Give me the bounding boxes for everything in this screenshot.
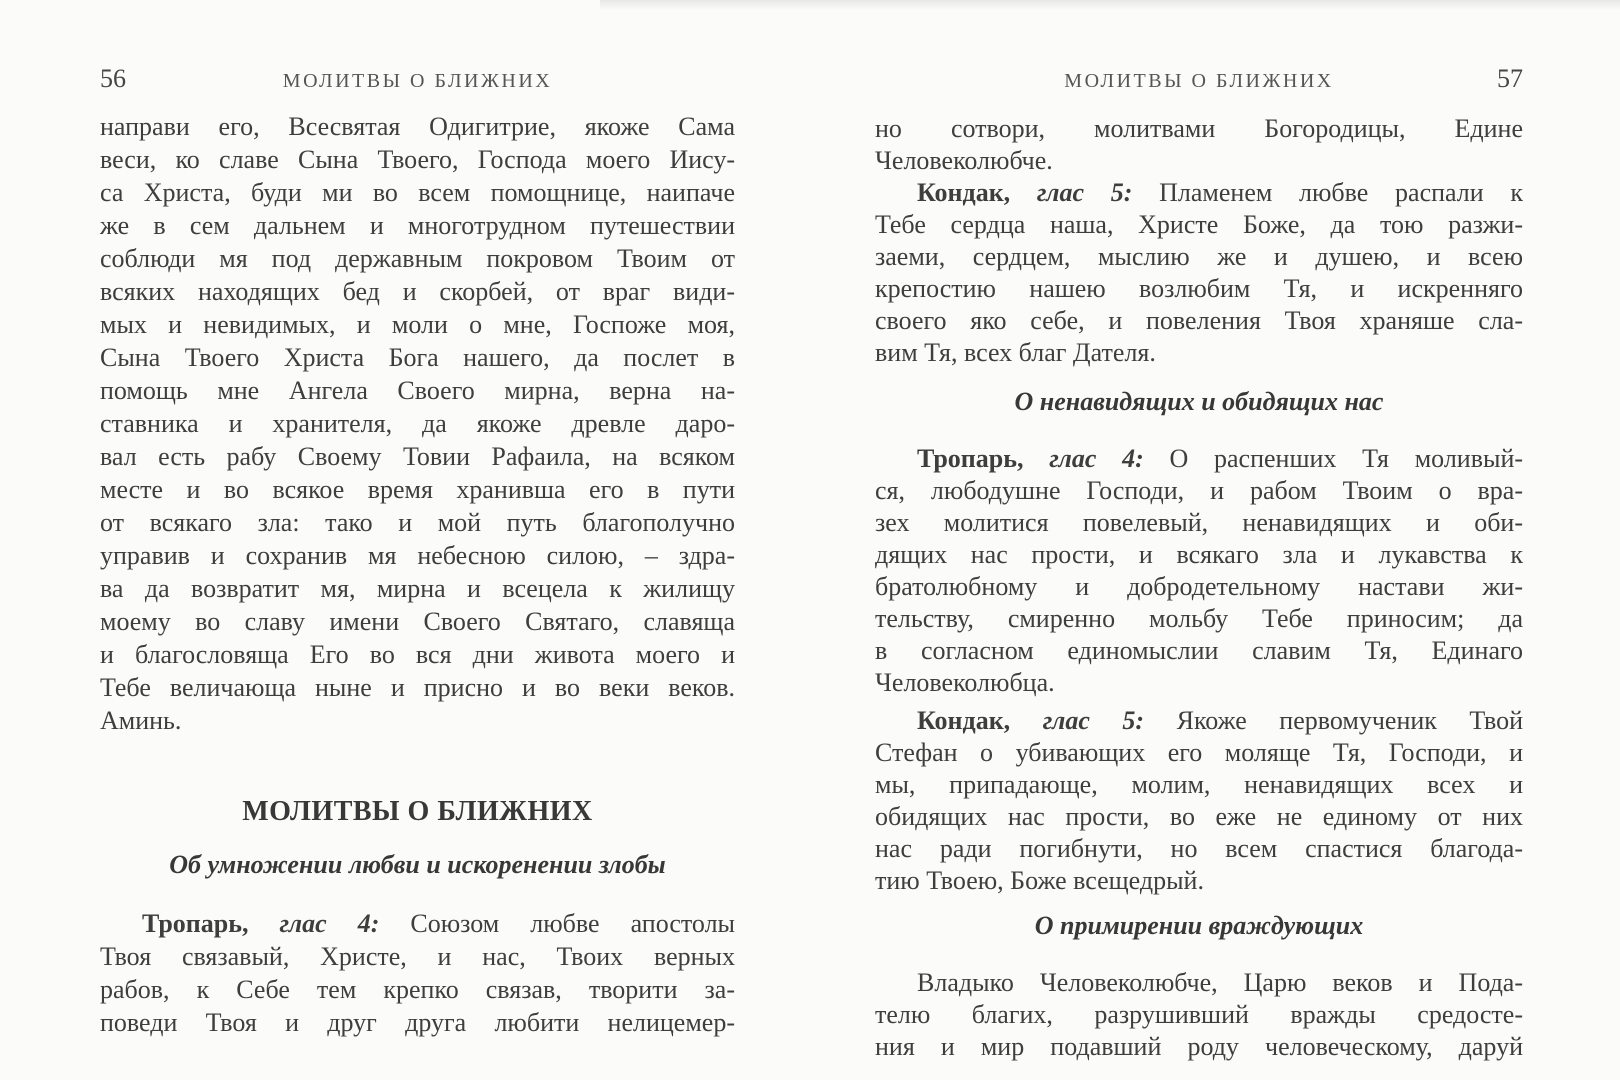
text-line: Тебе сердца наша, Христе Боже, да тою разжи-: [875, 210, 1523, 239]
text-line: рабов, к Себе тем крепко связав, творити за-: [100, 975, 735, 1004]
troparion-paragraph: [100, 907, 735, 1039]
text-line: мых и невидимых, и моли о мне, Госпоже моя,: [100, 310, 735, 339]
text-line: ся, любодушне Господи, и рабом Твоим о вра-: [875, 476, 1523, 505]
text-line: Тебе величающа ныне и присно и во веки веков.: [100, 673, 735, 702]
text-line: вал есть рабу Своему Товии Рафаила, на всяком: [100, 442, 735, 471]
text-line: [875, 443, 1523, 475]
section-heading: МОЛИТВЫ О БЛИЖНИХ: [242, 796, 593, 827]
hymn-text: Якоже первомученик Твой: [1176, 706, 1524, 735]
text-line: же в сем дальнем и многотрудном путешествии: [100, 211, 735, 240]
text-column: [100, 110, 735, 1039]
page-number: 57: [1497, 64, 1523, 93]
text-line: управив и сохранив мя небесною силою, – здра-: [100, 541, 735, 570]
text-line: Сына Твоего Христа Бога нашего, да послет в: [100, 343, 735, 372]
prayer-subheading: О примирении враждующих: [1034, 911, 1364, 940]
page-number: 56: [100, 64, 126, 93]
text-line: крепостию нашею возлюбим Тя, и искренняго: [875, 274, 1523, 303]
hymn-text: Пламенем любве распали к: [1159, 178, 1524, 207]
hymn-voice-label: глас 5:: [1042, 706, 1145, 735]
page-right: [810, 0, 1620, 1080]
hymn-text: Союзом любве апостолы: [410, 909, 736, 938]
hymn-text: О распенших Тя моливый-: [1169, 444, 1524, 473]
text-line: вим Тя, всех благ Дателя.: [875, 338, 1156, 367]
text-line: ставника и хранителя, да якоже древле даро-: [100, 409, 735, 438]
text-line: тию Твоею, Боже всещедрый.: [875, 866, 1204, 895]
prayer-subheading: О ненавидящих и обидящих нас: [1014, 387, 1384, 416]
running-header: МОЛИТВЫ О БЛИЖНИХ: [282, 70, 553, 92]
continuation-paragraph: [100, 110, 735, 737]
hymn-type-label: Кондак,: [917, 178, 1011, 207]
text-line: помощь мне Ангела Своего мирна, верна на-: [100, 376, 735, 405]
text-line: обидящих нас прости, во еже не единому от них: [875, 802, 1523, 831]
hymn-type-label: Тропарь,: [142, 909, 249, 938]
text-line: Твоя связавый, Христе, и нас, Твоих верных: [100, 942, 735, 971]
hymn-voice-label: глас 4:: [1049, 444, 1144, 473]
text-line: но сотвори, молитвами Богородицы, Едине: [875, 114, 1523, 143]
text-line: телю благих, разрушивший вражды средосте-: [875, 1000, 1523, 1029]
hymn-voice-label: глас 4:: [279, 909, 380, 938]
text-line: веси, ко славе Сына Твоего, Господа моего Иису-: [100, 145, 735, 174]
running-header: МОЛИТВЫ О БЛИЖНИХ: [1064, 70, 1334, 92]
text-line: месте и во всякое время хранивша его в пути: [100, 475, 735, 504]
continuation-paragraph: [875, 113, 1523, 177]
text-line: соблюди мя под державным покровом Твоим от: [100, 244, 735, 273]
text-line: тельству, смиренно мольбу Тебе приносим; да: [875, 604, 1523, 633]
text-line: ния и мир подавший роду человеческому, даруй: [875, 1032, 1523, 1061]
text-line: [875, 177, 1523, 209]
text-line: ва да возвратит мя, мирна и всецела к жилищу: [100, 574, 735, 603]
text-line: са Христа, буди ми во всем помощнице, наипаче: [100, 178, 735, 207]
text-line: Владыко Человеколюбче, Царю веков и Пода-: [917, 968, 1523, 997]
text-column: [875, 113, 1523, 1063]
troparion-paragraph: [875, 443, 1523, 699]
text-line: Стефан о убивающих его моляще Тя, Господи, и: [875, 738, 1523, 767]
text-line: нас ради погибнути, но всем спастися благода-: [875, 834, 1523, 863]
prayer-subheading: Об умножении любви и искоренении злобы: [169, 850, 666, 879]
hymn-type-label: Тропарь,: [917, 444, 1024, 473]
hymn-type-label: Кондак,: [917, 706, 1011, 735]
kondak-paragraph: [875, 705, 1523, 897]
text-line: братолюбному и добродетельному настави жи-: [875, 572, 1523, 601]
text-line: [875, 705, 1523, 737]
text-line: моему во славу имени Своего Святаго, славяща: [100, 607, 735, 636]
text-line: в согласном единомыслии славим Тя, Единаго: [875, 636, 1523, 665]
prayer-paragraph: [875, 967, 1523, 1063]
text-line: мы, припадающе, молим, ненавидящих всех и: [875, 770, 1523, 799]
text-line: Человеколюбче.: [875, 146, 1053, 175]
text-line: дящих нас прости, и всякаго зла и лукавства к: [875, 540, 1523, 569]
text-line: и благословяща Его во вся дни живота моего и: [100, 640, 735, 669]
text-line: поведи Твоя и друг друга любити нелицемер-: [100, 1008, 735, 1037]
text-line: своего яко себе, и повеления Твоя храняше сла-: [875, 306, 1523, 335]
text-line: зех молитися повелевый, ненавидящих и оби-: [875, 508, 1523, 537]
text-line: заеми, сердцем, мыслию же и душею, и всею: [875, 242, 1523, 271]
kondak-paragraph: [875, 177, 1523, 369]
text-line: Аминь.: [100, 706, 182, 735]
hymn-voice-label: глас 5:: [1036, 178, 1133, 207]
text-line: от всякаго зла: тако и мой путь благополучно: [100, 508, 735, 537]
text-line: [100, 907, 735, 940]
text-line: направи его, Всесвятая Одигитрие, якоже Сама: [100, 112, 735, 141]
text-line: Человеколюбца.: [875, 668, 1055, 697]
text-line: всяких находящих бед и скорбей, от враг види-: [100, 277, 735, 306]
